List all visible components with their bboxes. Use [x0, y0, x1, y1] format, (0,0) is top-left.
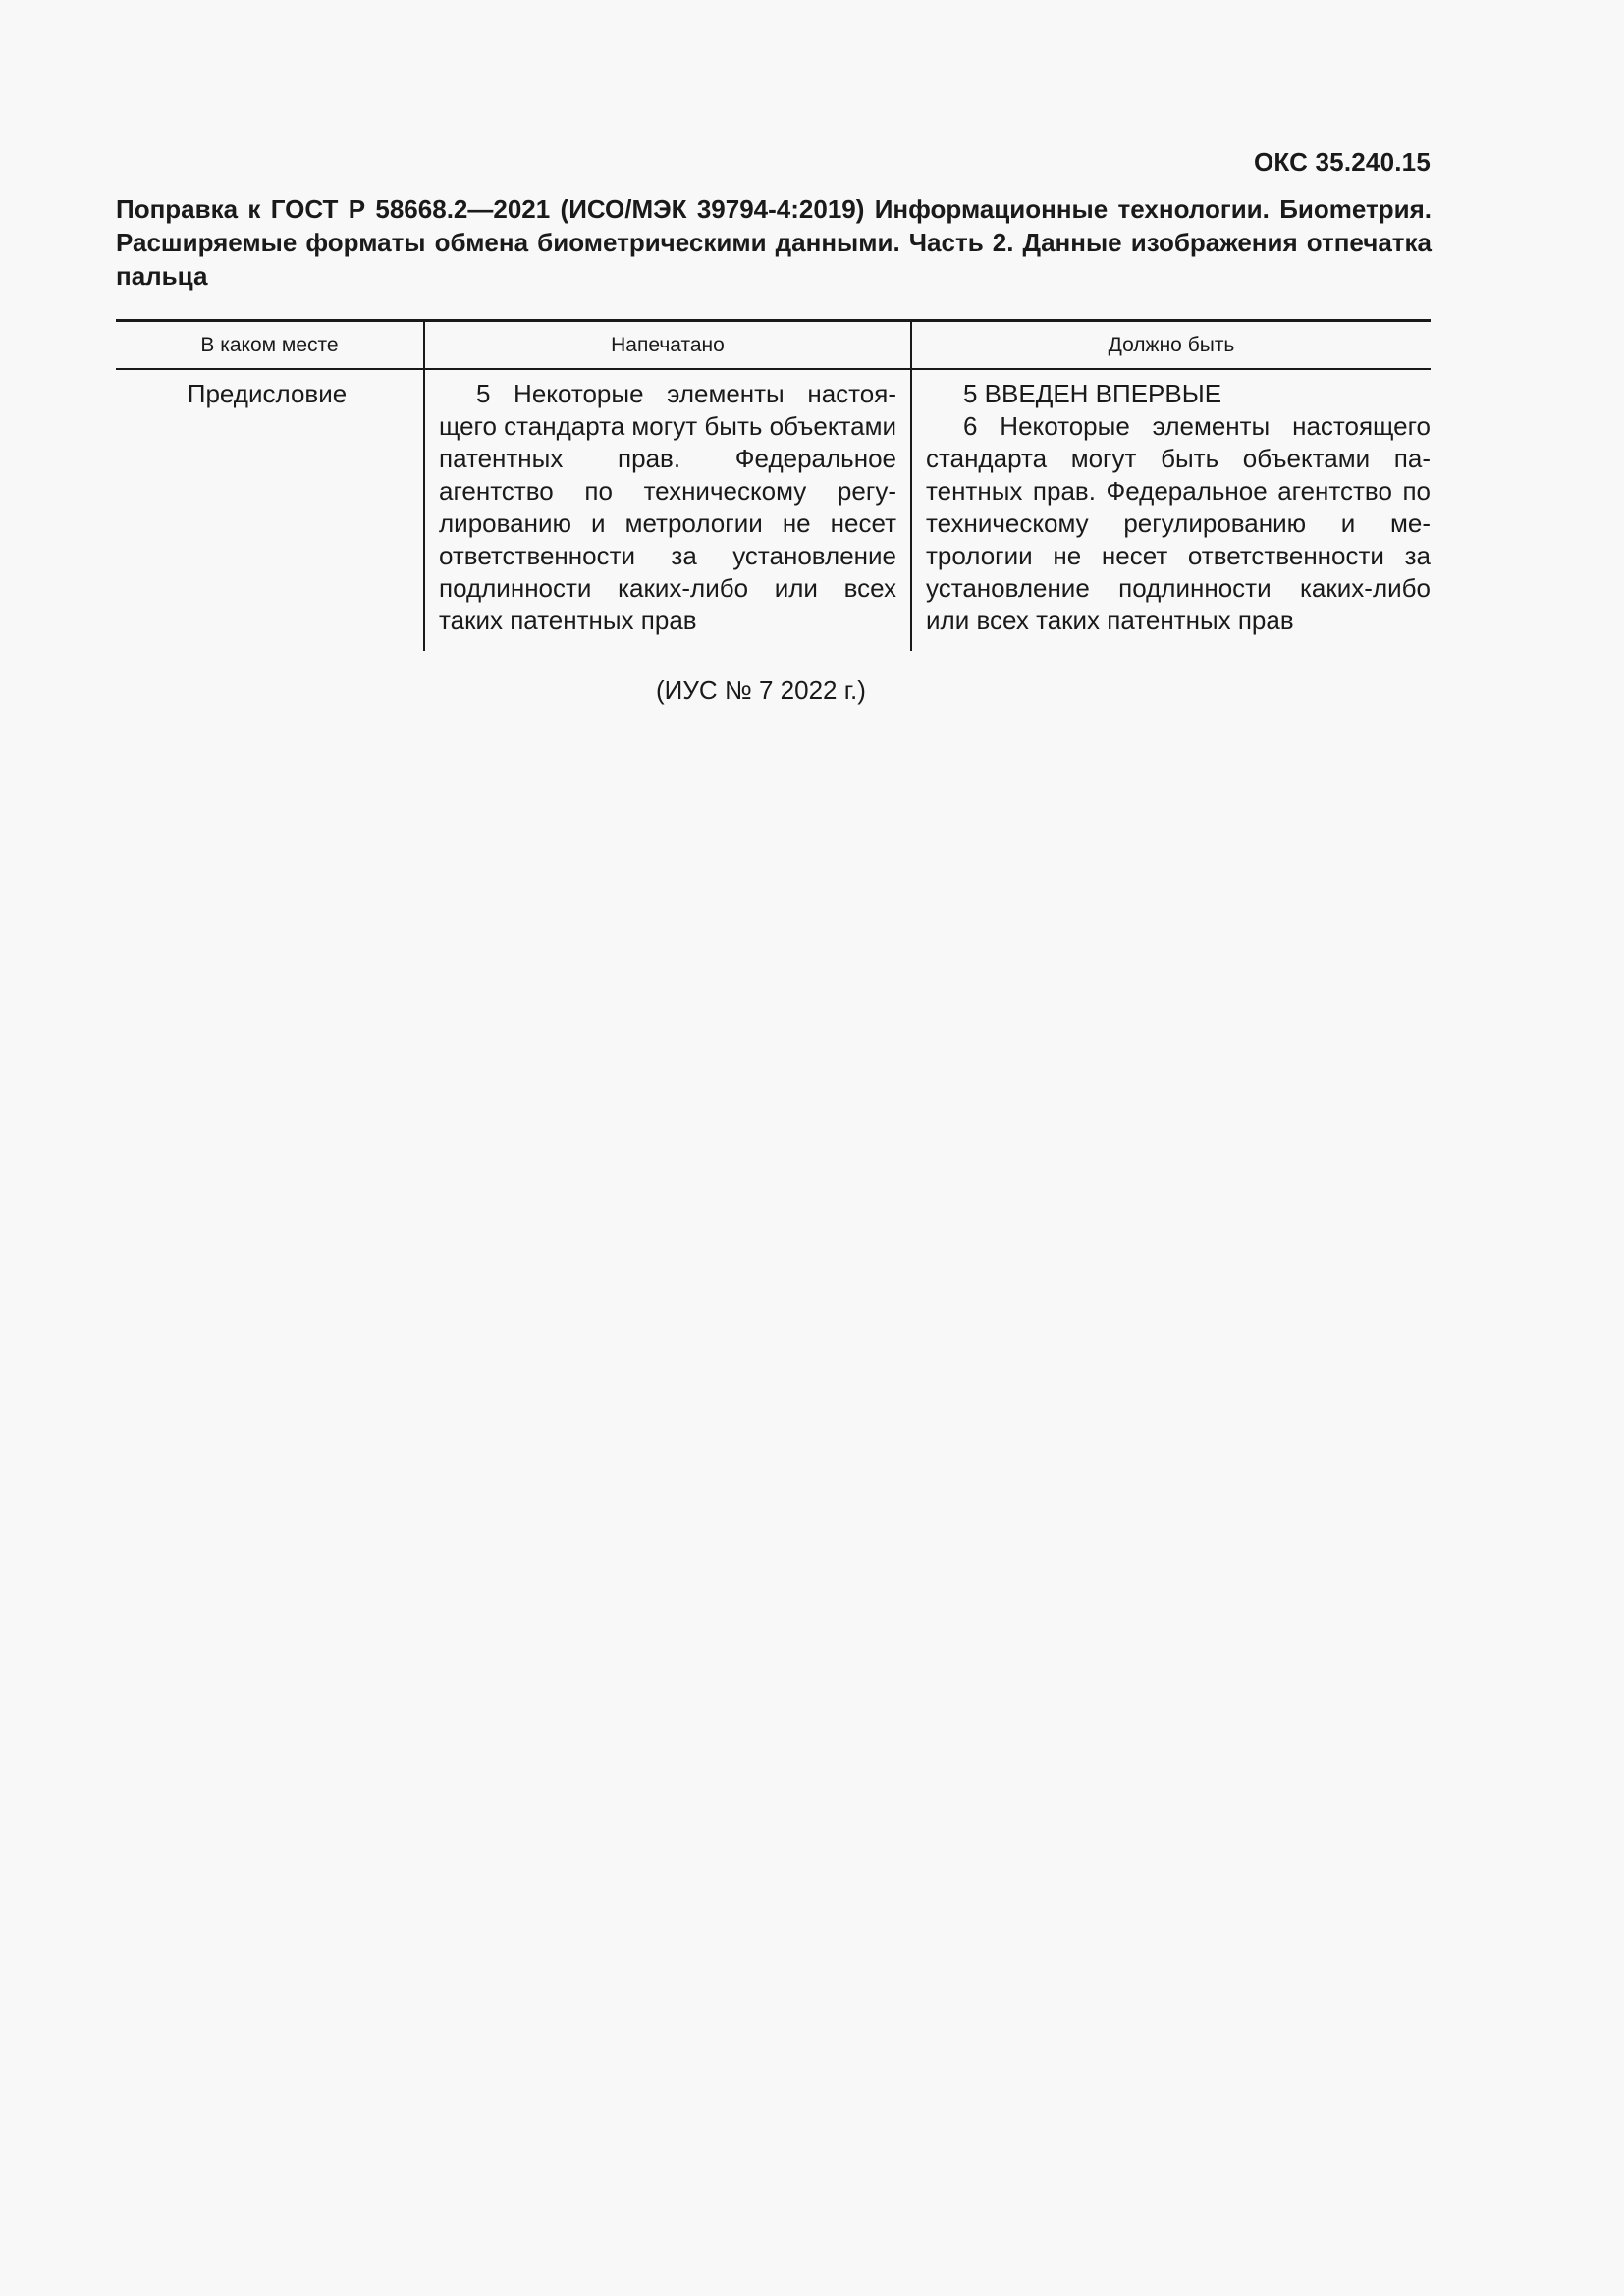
source-reference: (ИУС № 7 2022 г.)	[656, 675, 866, 705]
printed-text: 5 Некоторые элементы настоящего стандарта могут быть объектами патентных прав. Федеральное агентство по техническому регулированию и метрологии не несет ответственности за установление подлинности каких-либо или всех таких патентных прав	[439, 379, 896, 635]
cell-should-be	[911, 369, 1431, 651]
corrections-table	[116, 319, 1431, 651]
should-be-line-2: 6 Некоторые элементы настоящего стандарта могут быть объектами патентных прав. Федеральное агентство по техническому регулированию и метрологии не несет ответственности за установление подлинности каких-либо или всех таких патентных прав	[926, 411, 1431, 635]
table-header-row	[116, 321, 1431, 370]
column-header-should-be: Должно быть	[911, 321, 1431, 370]
column-header-place: В каком месте	[116, 321, 424, 370]
should-be-line-1: 5 ВВЕДЕН ВПЕРВЫЕ	[963, 379, 1222, 408]
cell-place: Предисловие	[187, 379, 348, 408]
cell-printed	[424, 369, 911, 651]
table-row	[116, 369, 1431, 651]
document-title: Поправка к ГОСТ Р 58668.2—2021 (ИСО/МЭК 39794-4:2019) Информационные технологии. Биоmетрия. Расширяемые форматы обмена биометрическими данными. Часть 2. Данные изображения отпечатка пальца	[116, 194, 1432, 291]
classification-code: ОКС 35.240.15	[1253, 147, 1431, 177]
column-header-printed: Напечатано	[424, 321, 911, 370]
